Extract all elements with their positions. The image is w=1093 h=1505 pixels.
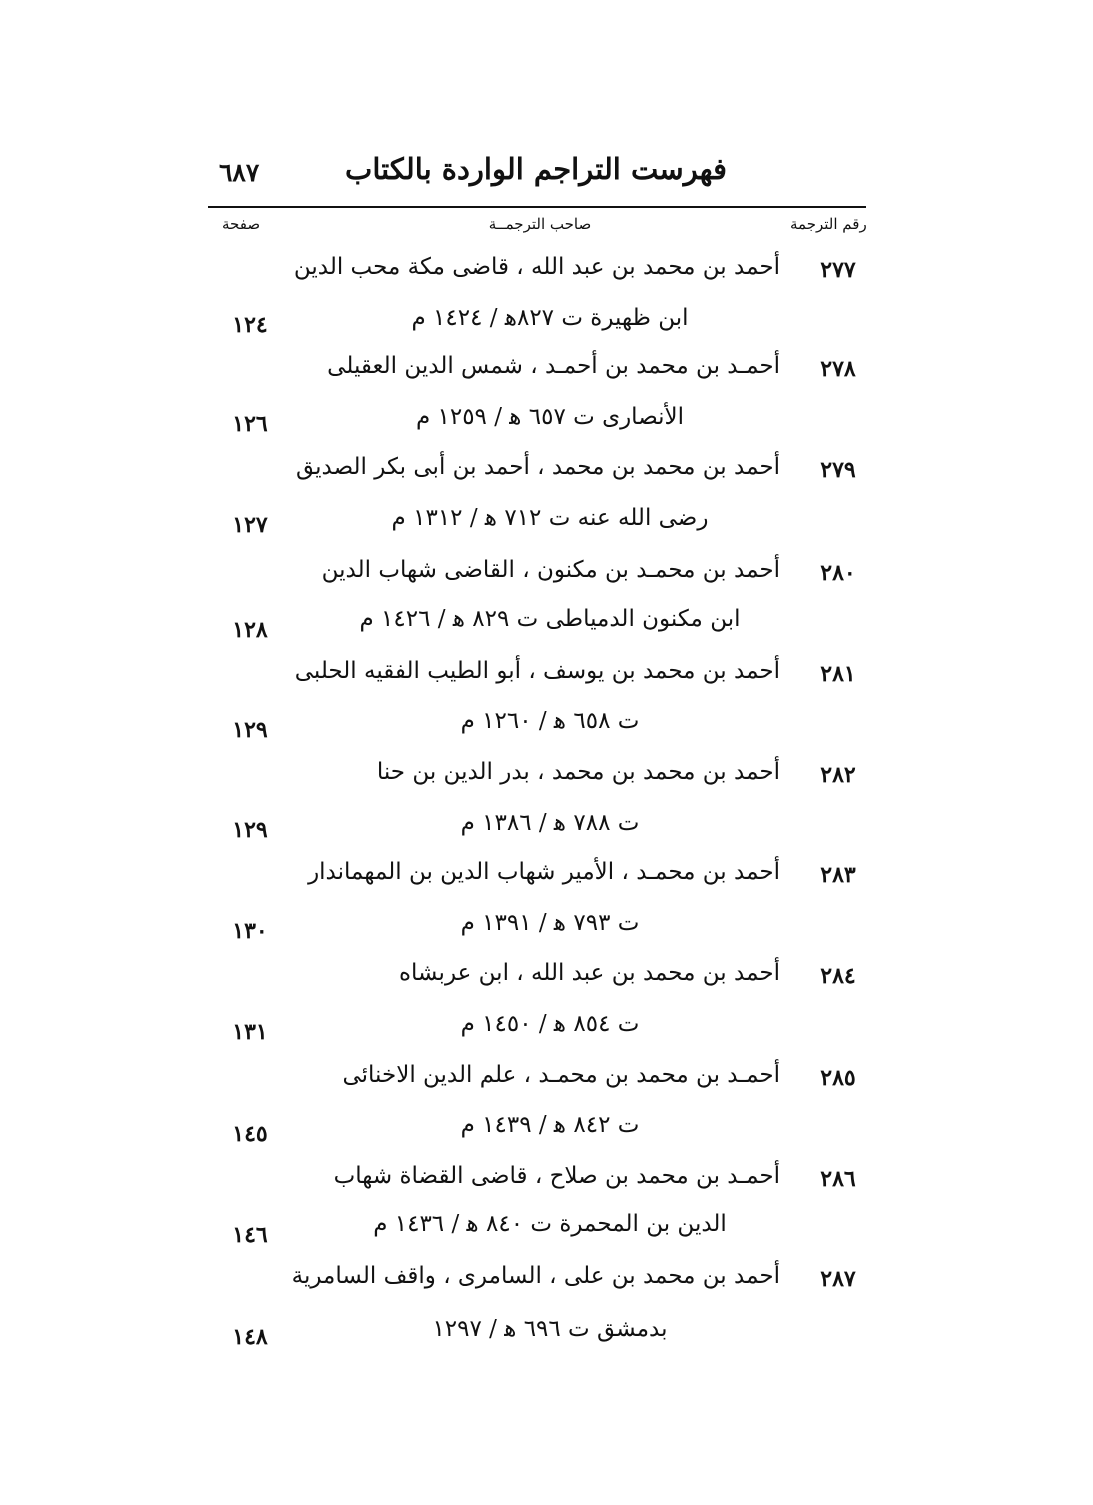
page-number: ٦٨٧ — [219, 158, 260, 187]
entry-number: ٢٨٧ — [820, 1266, 856, 1292]
entry-number: ٢٨٤ — [820, 963, 856, 989]
entry-page: ١٢٩ — [232, 817, 268, 843]
header-rule — [208, 206, 866, 208]
entry-page: ١٤٥ — [232, 1121, 268, 1147]
entry-page: ١٢٨ — [232, 617, 268, 643]
column-header-number: رقم الترجمة — [790, 215, 867, 233]
entry-name-line1: أحمد بن محمـد ، الأمير شهاب الدين بن المهماندار — [308, 859, 780, 885]
entry-name-line2: الدين بن المحمرة ت ٨٤٠ ﻫ / ١٤٣٦ م — [373, 1211, 727, 1237]
entry-name-line2: ت ٨٥٤ ﻫ / ١٤٥٠ م — [460, 1011, 640, 1037]
entry-number: ٢٨٢ — [820, 762, 856, 788]
entry-name-line2: ابن ظهيرة ت ٨٢٧ﻫ / ١٤٢٤ م — [411, 305, 689, 331]
entry-name-line1: أحمـد بن محمد بن محمـد ، علم الدين الاخنائى — [342, 1062, 780, 1088]
entry-name-line1: أحمد بن محمد بن على ، السامرى ، واقف السامرية — [291, 1263, 780, 1289]
entry-number: ٢٧٨ — [820, 356, 856, 382]
entry-number: ٢٨٥ — [820, 1065, 856, 1091]
entry-number: ٢٨٠ — [820, 560, 856, 586]
entry-name-line2: ت ٧٨٨ ﻫ / ١٣٨٦ م — [460, 810, 640, 836]
entry-name-line1: أحمد بن محمد بن عبد الله ، قاضى مكة محب الدين — [293, 254, 780, 280]
column-header-name: صاحب الترجمــة — [488, 215, 592, 233]
entry-name-line2: ابن مكنون الدمياطى ت ٨٢٩ ﻫ / ١٤٢٦ م — [359, 606, 741, 632]
running-title: فهرست التراجم الواردة بالكتاب — [345, 152, 727, 186]
entry-name-line1: أحمد بن محمد بن محمد ، أحمد بن أبى بكر الصديق — [295, 454, 780, 480]
entry-name-line1: أحمـد بن محمد بن أحمـد ، شمس الدين العقيلى — [327, 353, 780, 379]
entry-name-line2: الأنصارى ت ٦٥٧ ﻫ / ١٢٥٩ م — [415, 404, 685, 430]
entry-name-line2: بدمشق ت ٦٩٦ ﻫ / ١٢٩٧ — [432, 1316, 668, 1342]
entry-name-line2: ت ٧٩٣ ﻫ / ١٣٩١ م — [460, 910, 640, 936]
entry-number: ٢٨٦ — [820, 1166, 856, 1192]
entry-page: ١٢٦ — [232, 411, 268, 437]
entry-name-line2: رضى الله عنه ت ٧١٢ ﻫ / ١٣١٢ م — [391, 505, 709, 531]
entry-number: ٢٧٧ — [820, 257, 856, 283]
entry-number: ٢٨٣ — [820, 862, 856, 888]
entry-name-line1: أحمد بن محمد بن محمد ، بدر الدين بن حنا — [376, 759, 780, 785]
entry-page: ١٢٧ — [232, 512, 268, 538]
page-header — [205, 152, 867, 196]
entry-name-line2: ت ٨٤٢ ﻫ / ١٤٣٩ م — [460, 1112, 640, 1138]
entry-name-line1: أحمد بن محمد بن عبد الله ، ابن عربشاه — [398, 960, 780, 986]
entry-page: ١٢٩ — [232, 717, 268, 743]
entry-page: ١٢٤ — [232, 312, 268, 338]
entry-page: ١٤٦ — [232, 1222, 268, 1248]
entry-page: ١٣١ — [232, 1019, 268, 1045]
column-header-page: صفحة — [222, 215, 261, 233]
entry-page: ١٣٠ — [232, 918, 268, 944]
entry-number: ٢٨١ — [820, 661, 856, 687]
entry-name-line1: أحمـد بن محمد بن صلاح ، قاضى القضاة شهاب — [333, 1163, 780, 1189]
entry-page: ١٤٨ — [232, 1324, 268, 1350]
entry-name-line2: ت ٦٥٨ ﻫ / ١٢٦٠ م — [460, 708, 640, 734]
entry-name-line1: أحمد بن محمـد بن مكنون ، القاضى شهاب الدين — [321, 557, 780, 583]
entry-number: ٢٧٩ — [820, 457, 856, 483]
entry-name-line1: أحمد بن محمد بن يوسف ، أبو الطيب الفقيه الحلبى — [294, 658, 780, 684]
